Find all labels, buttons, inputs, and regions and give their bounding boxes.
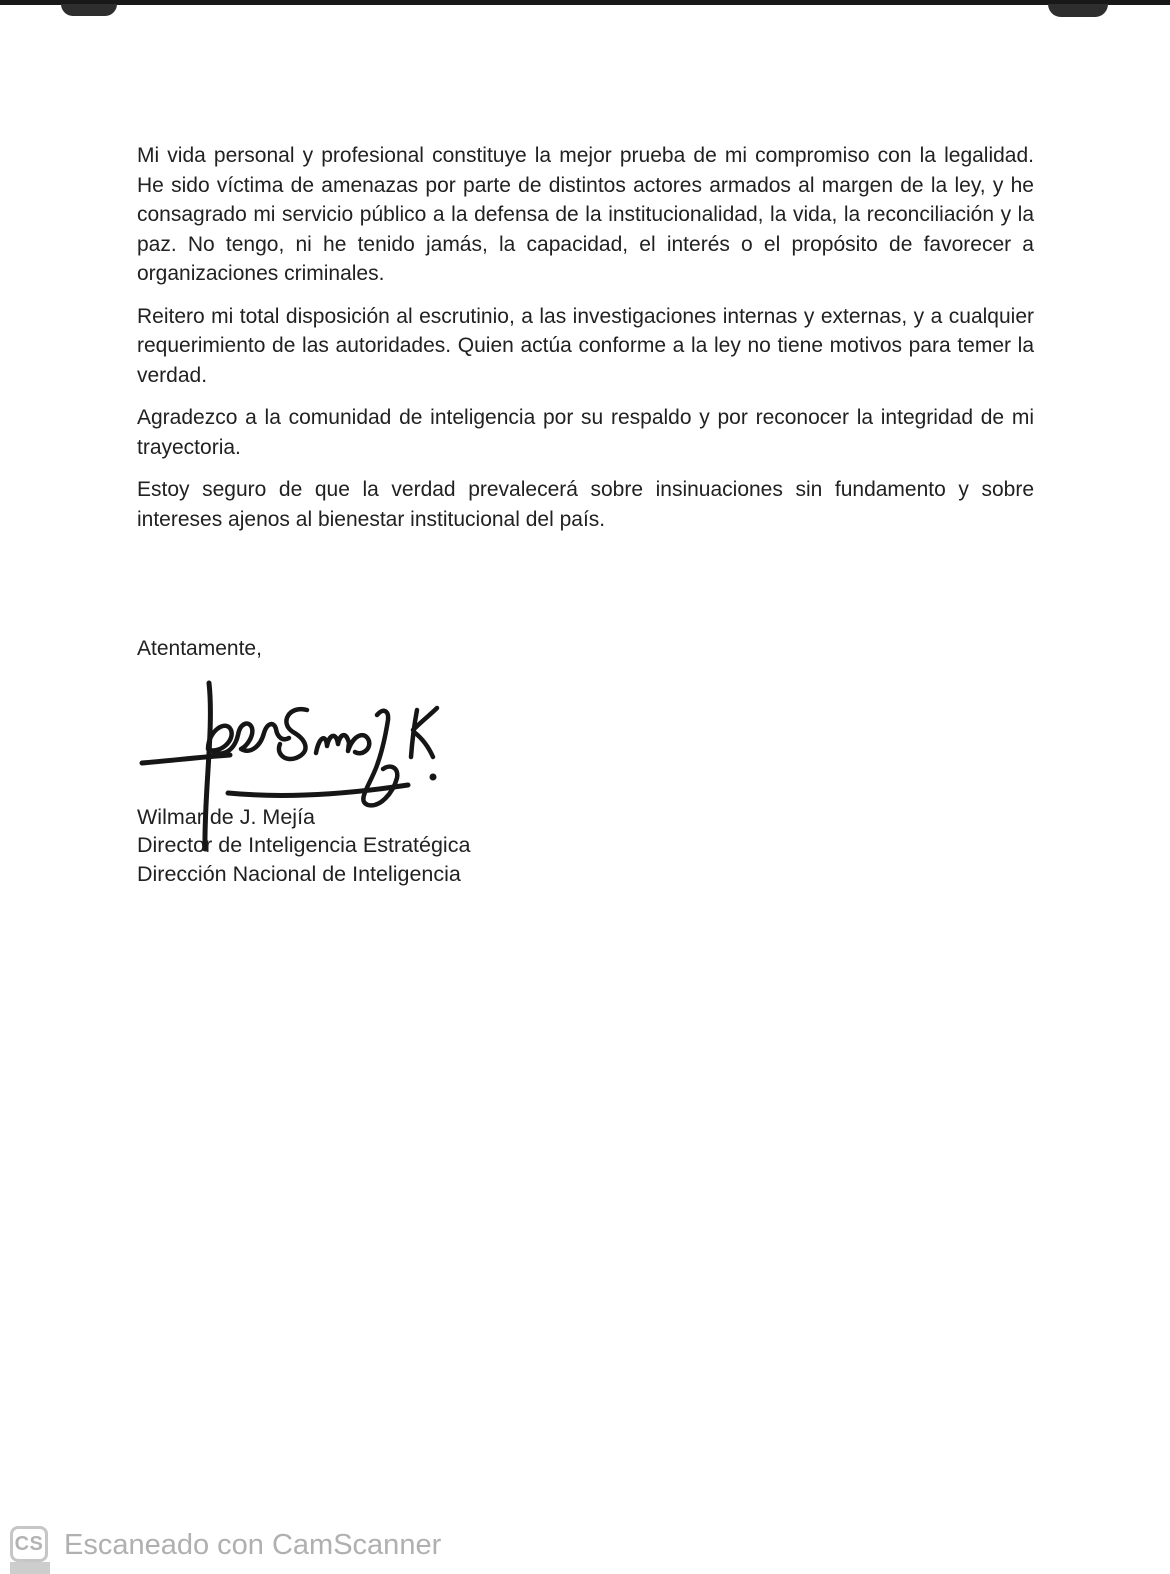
scan-clip-shadow-left: [61, 4, 117, 16]
signer-title: Director de Inteligencia Estratégica: [137, 833, 471, 857]
letter-paragraph-3: Agradezco a la comunidad de inteligencia por su respaldo y por reconocer la integridad de mi trayectoria.: [137, 406, 1034, 459]
camscanner-logo-icon: [10, 1526, 48, 1562]
letter-paragraph-1: Mi vida personal y profesional constituye la mejor prueba de mi compromiso con la legalidad. He sido víctima de amenazas por parte de distintos actores armados al margen de la ley, y he consagrado mi servicio público a la defensa de la institucionalidad, la vida, la reconciliación y la paz. No tengo, ni he tenido jamás, la capacidad, el interés o el propósito de favorecer a organizaciones criminales.: [137, 144, 1034, 285]
watermark-text: Escaneado con CamScanner: [64, 1529, 442, 1561]
scan-edge-bar: [0, 0, 1170, 5]
scan-clip-shadow-right: [1048, 4, 1108, 17]
camscanner-logo-base: [10, 1562, 50, 1574]
letter-closing: Atentamente,: [137, 637, 262, 660]
signer-organization: Dirección Nacional de Inteligencia: [137, 861, 461, 886]
letter-paragraph-2: Reitero mi total disposición al escrutinio, a las investigaciones internas y externas, y a cualquier requerimiento de las autoridades. Quien actúa conforme a la ley no tiene motivos para temer la verdad.: [137, 304, 1034, 387]
camscanner-logo-label: CS: [14, 1532, 44, 1555]
handwritten-signature: [130, 673, 470, 863]
signer-name: Wilmar de J. Mejía: [137, 804, 316, 829]
letter-paragraph-4: Estoy seguro de que la verdad prevalecerá sobre insinuaciones sin fundamento y sobre intereses ajenos al bienestar institucional del país.: [137, 478, 1034, 531]
